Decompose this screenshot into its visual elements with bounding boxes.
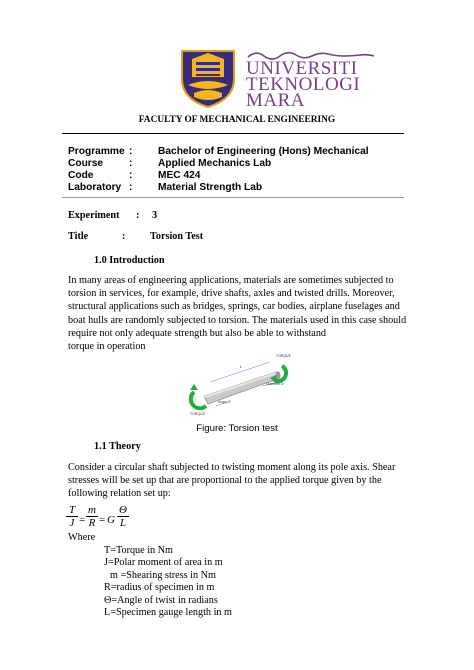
title-sep: : xyxy=(122,231,126,242)
numerator: Θ xyxy=(119,504,127,516)
figure-caption: Figure: Torsion test xyxy=(196,423,278,434)
figure-label: Angle Θ xyxy=(218,400,231,404)
fraction-m-over-r xyxy=(86,504,98,529)
paragraph-line: In many areas of engineering applications, materials are sometimes subjected to xyxy=(68,275,394,286)
torsion-formula xyxy=(66,504,156,534)
numerator: T xyxy=(68,504,76,516)
figure-label: TORQUE xyxy=(190,412,205,416)
info-label: Laboratory xyxy=(68,182,122,193)
title-label: Title xyxy=(68,231,89,242)
info-value: Bachelor of Engineering (Hons) Mechanical xyxy=(158,146,369,157)
paragraph-line: following relation set up: xyxy=(68,488,171,500)
modulus-g: G xyxy=(107,514,115,526)
definitions-list xyxy=(104,545,232,619)
denominator: L xyxy=(117,516,129,529)
logo-line: TEKNOLOGI xyxy=(246,74,361,95)
section-heading-theory: 1.1 Theory xyxy=(94,441,141,452)
definition-item: R=radius of specimen in m xyxy=(104,582,215,594)
faculty-title: FACULTY OF MECHANICAL ENGINEERING xyxy=(138,115,336,125)
crest-icon xyxy=(178,47,238,109)
definition-item: m =Shearing stress in Nm xyxy=(110,569,216,581)
info-sep: : xyxy=(129,158,133,169)
info-value: MEC 424 xyxy=(158,170,201,181)
info-sep: : xyxy=(129,182,133,193)
numerator: m xyxy=(88,504,96,516)
info-label: Code xyxy=(68,170,94,181)
info-value: Material Strength Lab xyxy=(158,182,263,193)
figure-label: TORQUE xyxy=(276,354,291,358)
experiment-sep: : xyxy=(136,210,140,221)
experiment-label: Experiment xyxy=(68,210,120,221)
paragraph-line: boat hulls are randomly subjected to torsion. The materials used in this case should xyxy=(68,314,407,326)
logo-line: MARA xyxy=(246,90,306,111)
theory-paragraph xyxy=(68,461,408,501)
figure-label: Diameter D xyxy=(266,382,284,386)
paragraph-line: stresses will be set up that are proportional to the applied torque given by the xyxy=(68,475,382,487)
torsion-figure xyxy=(184,354,298,422)
paragraph-line: torsion in services, for example, drive shafts, axles and twisted drills. Moreover, xyxy=(68,288,395,300)
info-sep: : xyxy=(129,146,133,157)
paragraph-line: Consider a circular shaft subjected to twisting moment along its pole axis. Shear xyxy=(68,462,396,473)
info-value: Applied Mechanics Lab xyxy=(158,158,272,169)
equals-sign: = xyxy=(99,514,106,526)
definition-item: L=Specimen gauge length in m xyxy=(104,607,232,619)
denominator: R xyxy=(86,516,98,529)
section-heading-introduction: 1.0 Introduction xyxy=(94,255,165,266)
info-label: Course xyxy=(68,158,104,169)
info-label: Programme xyxy=(68,146,125,157)
paragraph-line: require not only adequate strength but also be able to withstand xyxy=(68,327,327,339)
paragraph-line: structural applications such as bridges, springs, car bodies, airplane fuselages and xyxy=(68,301,400,313)
introduction-paragraph xyxy=(68,274,408,353)
experiment-value: 3 xyxy=(152,210,158,221)
definition-item: T=Torque in Nm xyxy=(104,545,173,556)
where-label: Where xyxy=(68,532,96,543)
definition-item: J=Polar moment of area in m xyxy=(104,557,223,569)
paragraph-line: torque in operation xyxy=(68,341,146,353)
university-logo xyxy=(172,45,398,113)
fraction-theta-over-l xyxy=(117,504,129,529)
fraction-t-over-j xyxy=(66,504,78,529)
info-sep: : xyxy=(129,170,133,181)
denominator: J xyxy=(66,516,78,529)
logo-line: UNIVERSITI xyxy=(246,58,358,79)
definition-item: Θ=Angle of twist in radians xyxy=(104,594,218,606)
title-value: Torsion Test xyxy=(150,231,204,242)
divider xyxy=(62,197,404,198)
figure-label: L xyxy=(240,364,243,369)
divider xyxy=(62,133,404,134)
equals-sign: = xyxy=(79,514,86,526)
